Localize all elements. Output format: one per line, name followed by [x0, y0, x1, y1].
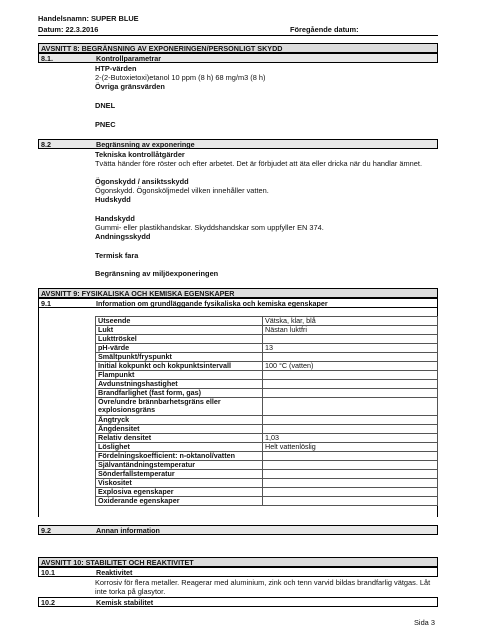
property-name: Avdunstningshastighet	[96, 380, 263, 389]
section-8-2-number: 8.2	[41, 140, 51, 149]
property-value	[263, 335, 438, 344]
property-value: Helt vattenlöslig	[263, 443, 438, 452]
section-10-2-title: Kemisk stabilitet	[96, 598, 154, 607]
section-10-1-row	[38, 567, 438, 577]
eye-protection-text: Ögonskydd. Ögonsköljmedel vilken innehåller vatten.	[95, 186, 269, 195]
property-row	[96, 326, 438, 335]
property-row	[96, 497, 438, 506]
section-8-1-number: 8.1.	[41, 54, 53, 63]
property-name: pH-värde	[96, 344, 263, 353]
reactivity-text: Korrosiv för flera metaller. Reagerar med aluminium, zink och tenn varvid bildas brandfarlig vätgas. Låt inte torka på glasytor.	[95, 578, 431, 596]
property-value	[263, 425, 438, 434]
property-name: Explosiva egenskaper	[96, 488, 263, 497]
property-name: Självantändningstemperatur	[96, 461, 263, 470]
property-row	[96, 416, 438, 425]
htp-label: HTP-värden	[95, 64, 137, 73]
section-9-1-number: 9.1	[41, 299, 51, 308]
document-date: Datum: 22.3.2016	[38, 25, 99, 34]
property-name: Löslighet	[96, 443, 263, 452]
hand-protection-label: Handskydd	[95, 214, 135, 223]
property-name: Flampunkt	[96, 371, 263, 380]
section-9-title: AVSNITT 9: FYSIKALISKA OCH KEMISKA EGENSKAPER	[38, 288, 438, 298]
section-8-2-title: Begränsning av exponeringe	[96, 140, 195, 149]
property-value	[263, 488, 438, 497]
section-10-1-number: 10.1	[41, 568, 55, 577]
property-name: Lukttröskel	[96, 335, 263, 344]
property-value: 13	[263, 344, 438, 353]
property-name: Brandfarlighet (fast form, gas)	[96, 389, 263, 398]
property-name: Fördelningskoefficient: n-oktanol/vatten	[96, 452, 263, 461]
property-value: Nästan luktfri	[263, 326, 438, 335]
property-value	[263, 479, 438, 488]
property-value	[263, 380, 438, 389]
property-name: Relativ densitet	[96, 434, 263, 443]
header-rule	[38, 35, 438, 36]
section-10-2-number: 10.2	[41, 598, 55, 607]
property-row	[96, 362, 438, 371]
section-8-1-row	[38, 53, 438, 63]
property-value	[263, 452, 438, 461]
hand-protection-text: Gummi- eller plastikhandskar. Skyddshandskar som uppfyller EN 374.	[95, 223, 324, 232]
property-value	[263, 416, 438, 425]
section-10-title: AVSNITT 10: STABILITET OCH REAKTIVITET	[38, 557, 438, 567]
thermal-hazard-label: Termisk fara	[95, 251, 139, 260]
previous-date: Föregående datum:	[290, 25, 359, 34]
section-10-2-row	[38, 597, 438, 607]
section-9-1-row	[38, 298, 438, 308]
page-number: Sida 3	[414, 618, 435, 627]
property-name: Ångdensitet	[96, 425, 263, 434]
property-row	[96, 398, 438, 416]
property-name: Viskositet	[96, 479, 263, 488]
skin-protection-label: Hudskydd	[95, 195, 131, 204]
eye-protection-label: Ögonskydd / ansiktsskydd	[95, 177, 189, 186]
section-9-2-number: 9.2	[41, 526, 51, 535]
property-name: Utseende	[96, 317, 263, 326]
htp-value: 2-(2-Butoxietoxi)etanol 10 ppm (8 h) 68 mg/m3 (8 h)	[95, 73, 266, 82]
property-name: Ångtryck	[96, 416, 263, 425]
property-name: Sönderfallstemperatur	[96, 470, 263, 479]
properties-table	[95, 316, 438, 506]
property-value: Vätska, klar, blå	[263, 317, 438, 326]
dnel-label: DNEL	[95, 101, 116, 110]
property-value	[263, 470, 438, 479]
section-8-2-row	[38, 139, 438, 149]
section-9-left-border	[38, 308, 39, 517]
section-9-2-row	[38, 525, 438, 535]
property-name: Oxiderande egenskaper	[96, 497, 263, 506]
environmental-exposure-label: Begränsning av miljöexponeringen	[95, 269, 219, 278]
other-limits-label: Övriga gränsvärden	[95, 82, 165, 91]
property-value: 100 °C (vatten)	[263, 362, 438, 371]
property-row	[96, 470, 438, 479]
section-10-1-title: Reaktivitet	[96, 568, 133, 577]
tradename: Handelsnamn: SUPER BLUE	[38, 14, 139, 23]
property-name: Initial kokpunkt och kokpunktsintervall	[96, 362, 263, 371]
section-9-1-title: Information om grundläggande fysikaliska och kemiska egenskaper	[96, 299, 328, 308]
pnec-label: PNEC	[95, 120, 116, 129]
property-value	[263, 497, 438, 506]
property-value	[263, 389, 438, 398]
property-name: Smältpunkt/fryspunkt	[96, 353, 263, 362]
property-value: 1,03	[263, 434, 438, 443]
property-value	[263, 371, 438, 380]
property-value	[263, 398, 438, 416]
section-9-2-title: Annan information	[96, 526, 160, 535]
technical-controls-text: Tvätta händer före röster och efter arbetet. Det är förbjudet att äta eller dricka när du handlar ämnet.	[95, 159, 423, 168]
section-8-title: AVSNITT 8: BEGRÄNSNING AV EXPONERINGEN/PERSONLIGT SKYDD	[38, 43, 438, 53]
section-8-1-title: Kontrollparametrar	[96, 54, 162, 63]
property-name: Övre/undre brännbarhetsgräns eller explosionsgräns	[96, 398, 263, 416]
respiratory-protection-label: Andningsskydd	[95, 232, 151, 241]
property-value	[263, 461, 438, 470]
technical-controls-label: Tekniska kontrollåtgärder	[95, 150, 185, 159]
property-name: Lukt	[96, 326, 263, 335]
